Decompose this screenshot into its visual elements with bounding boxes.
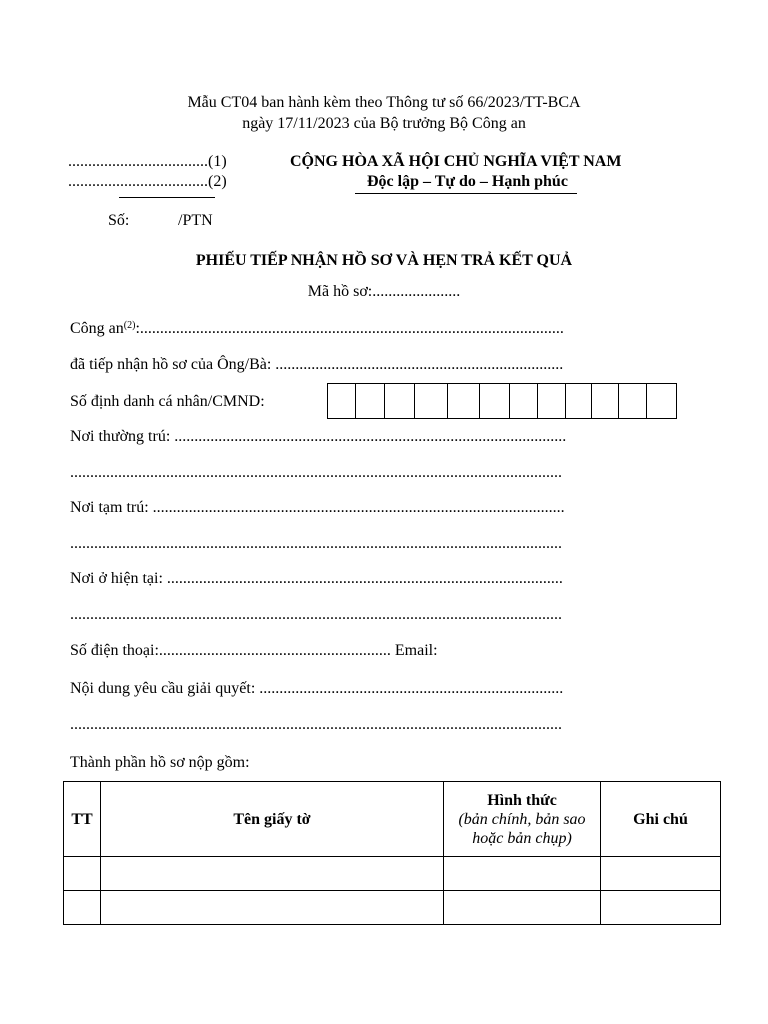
table-row <box>64 857 721 891</box>
permanent-residence-cont: ........................................................................................................................... <box>70 464 562 481</box>
table-row <box>64 891 721 925</box>
agency-line-2: ...................................(2) <box>68 173 227 190</box>
table-cell[interactable] <box>64 891 101 925</box>
temporary-residence-cont: ........................................................................................................................... <box>70 535 562 552</box>
id-digit-box[interactable] <box>356 384 385 418</box>
documents-table <box>63 781 721 925</box>
received-from-field: đã tiếp nhận hồ sơ của Ông/Bà: ........................................................................ <box>70 356 564 373</box>
police-label: Công an <box>70 320 124 337</box>
form-note-line2: ngày 17/11/2023 của Bộ trưởng Bộ Công an <box>242 115 526 132</box>
table-body <box>64 857 721 925</box>
col-tt: TT <box>64 782 101 857</box>
table-cell[interactable] <box>601 857 721 891</box>
temporary-residence-field: Nơi tạm trú: ....................................................................................................... <box>70 499 565 516</box>
id-label: Số định danh cá nhân/CMND: <box>70 393 265 410</box>
id-digit-box[interactable] <box>510 384 538 418</box>
id-digit-box[interactable] <box>415 384 448 418</box>
id-digit-box[interactable] <box>619 384 647 418</box>
id-digit-box[interactable] <box>647 384 676 418</box>
table-cell[interactable] <box>101 857 444 891</box>
id-digit-box[interactable] <box>448 384 480 418</box>
police-footnote: (2) <box>123 320 136 331</box>
table-cell[interactable] <box>444 891 601 925</box>
col-form-title: Hình thức <box>487 791 557 809</box>
number-suffix: /PTN <box>178 212 213 229</box>
permanent-residence-field: Nơi thường trú: .................................................................................................. <box>70 428 567 445</box>
police-dots: :.......................................................................................................... <box>135 320 564 337</box>
agency-underline <box>119 197 215 198</box>
table-cell[interactable] <box>101 891 444 925</box>
page-title: PHIẾU TIẾP NHẬN HỒ SƠ VÀ HẸN TRẢ KẾT QUẢ <box>195 252 573 269</box>
phone-email-field: Số điện thoại:.......................................................... Email: <box>70 642 438 659</box>
table-header-row <box>64 782 721 857</box>
col-document-name: Tên giấy tờ <box>101 782 444 857</box>
table-cell[interactable] <box>64 857 101 891</box>
police-field <box>70 320 564 338</box>
id-number-boxes <box>327 383 677 419</box>
table-cell[interactable] <box>444 857 601 891</box>
current-residence-field: Nơi ở hiện tại: ................................................................................................... <box>70 570 563 587</box>
number-label: Số: <box>108 212 130 229</box>
motto: Độc lập – Tự do – Hạnh phúc <box>367 173 568 190</box>
id-digit-box[interactable] <box>480 384 510 418</box>
id-digit-box[interactable] <box>566 384 592 418</box>
nation-heading: CỘNG HÒA XÃ HỘI CHỦ NGHĨA VIỆT NAM <box>290 153 622 170</box>
id-digit-box[interactable] <box>328 384 356 418</box>
request-content-field: Nội dung yêu cầu giải quyết: ............................................................................ <box>70 680 564 697</box>
motto-underline <box>355 193 577 194</box>
table-cell[interactable] <box>601 891 721 925</box>
id-digit-box[interactable] <box>592 384 619 418</box>
agency-line-1: ...................................(1) <box>68 153 227 170</box>
components-label: Thành phần hồ sơ nộp gồm: <box>70 754 250 771</box>
current-residence-cont: ........................................................................................................................... <box>70 606 562 623</box>
request-content-cont: ........................................................................................................................... <box>70 716 562 733</box>
record-code: Mã hồ sơ:...................... <box>307 283 461 300</box>
col-note: Ghi chú <box>601 782 721 857</box>
form-note-line1: Mẫu CT04 ban hành kèm theo Thông tư số 66/2023/TT-BCA <box>187 94 581 111</box>
col-form-subtitle: (bản chính, bản sao hoặc bản chụp) <box>458 810 586 847</box>
col-form <box>444 782 601 857</box>
id-digit-box[interactable] <box>385 384 415 418</box>
id-digit-box[interactable] <box>538 384 566 418</box>
